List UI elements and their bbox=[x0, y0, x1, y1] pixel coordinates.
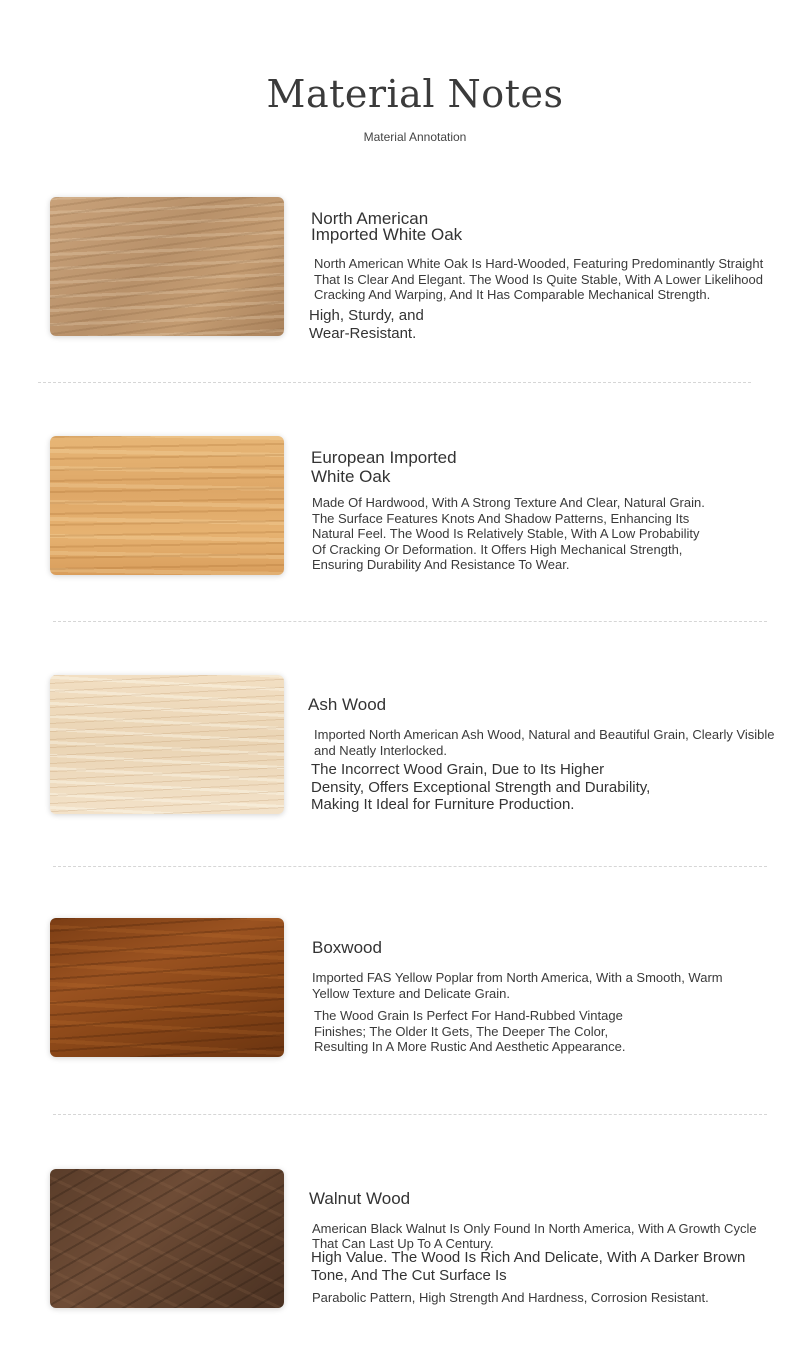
material-name: Walnut Wood bbox=[309, 1189, 411, 1208]
material-name: Ash Wood bbox=[308, 695, 387, 714]
material-description-extra: The Wood Grain Is Perfect For Hand-Rubbed Vintage Finishes; The Older It Gets, The Deeper The Color, Resulting In A More Rustic And Aesthetic Appearance. bbox=[314, 1008, 626, 1054]
section-divider bbox=[53, 866, 767, 867]
material-tagline: High, Sturdy, and Wear-Resistant. bbox=[309, 307, 424, 342]
material-name: North American Imported White Oak bbox=[311, 209, 463, 244]
material-tagline: High Value. The Wood Is Rich And Delicate, With A Darker Brown Tone, And The Cut Surface Is bbox=[311, 1249, 746, 1284]
white-oak-swatch-image bbox=[50, 197, 284, 336]
material-description: North American White Oak Is Hard-Wooded, Featuring Predominantly Straight That Is Clear And Elegant. The Wood Is Quite Stable, With A Lower Likelihood Cracking And Warping, And It Has Comparable Mechanical Strength. bbox=[314, 256, 764, 302]
page-title: Material Notes bbox=[266, 72, 564, 116]
material-tagline: The Incorrect Wood Grain, Due to Its Higher Density, Offers Exceptional Strength and Durability, Making It Ideal for Furniture Production. bbox=[311, 761, 651, 813]
material-description: Imported FAS Yellow Poplar from North America, With a Smooth, Warm Yellow Texture and Delicate Grain. bbox=[312, 970, 723, 1001]
material-name: Boxwood bbox=[312, 938, 382, 957]
ash-wood-swatch-image bbox=[50, 675, 284, 814]
material-description-extra: Parabolic Pattern, High Strength And Hardness, Corrosion Resistant. bbox=[312, 1290, 709, 1305]
material-description: Made Of Hardwood, With A Strong Texture And Clear, Natural Grain. The Surface Features Knots And Shadow Patterns, Enhancing Its Natural Feel. The Wood Is Relatively Stable, With A Low Probability Of Cracking Or Deformation. It Offers High Mechanical Strength, Ensuring Durability And Resistance To Wear. bbox=[312, 495, 705, 572]
walnut-swatch-image bbox=[50, 1169, 284, 1308]
boxwood-swatch-image bbox=[50, 918, 284, 1057]
material-name: European Imported White Oak bbox=[311, 448, 457, 486]
material-description: American Black Walnut Is Only Found In North America, With A Growth Cycle That Can Last Up To A Century. bbox=[312, 1221, 757, 1251]
page-subtitle: Material Annotation bbox=[363, 130, 467, 144]
section-divider bbox=[53, 1114, 767, 1115]
section-divider bbox=[53, 621, 767, 622]
section-divider bbox=[38, 382, 751, 383]
material-description: Imported North American Ash Wood, Natural and Beautiful Grain, Clearly Visible and Neatly Interlocked. bbox=[314, 727, 775, 758]
european-oak-swatch-image bbox=[50, 436, 284, 575]
